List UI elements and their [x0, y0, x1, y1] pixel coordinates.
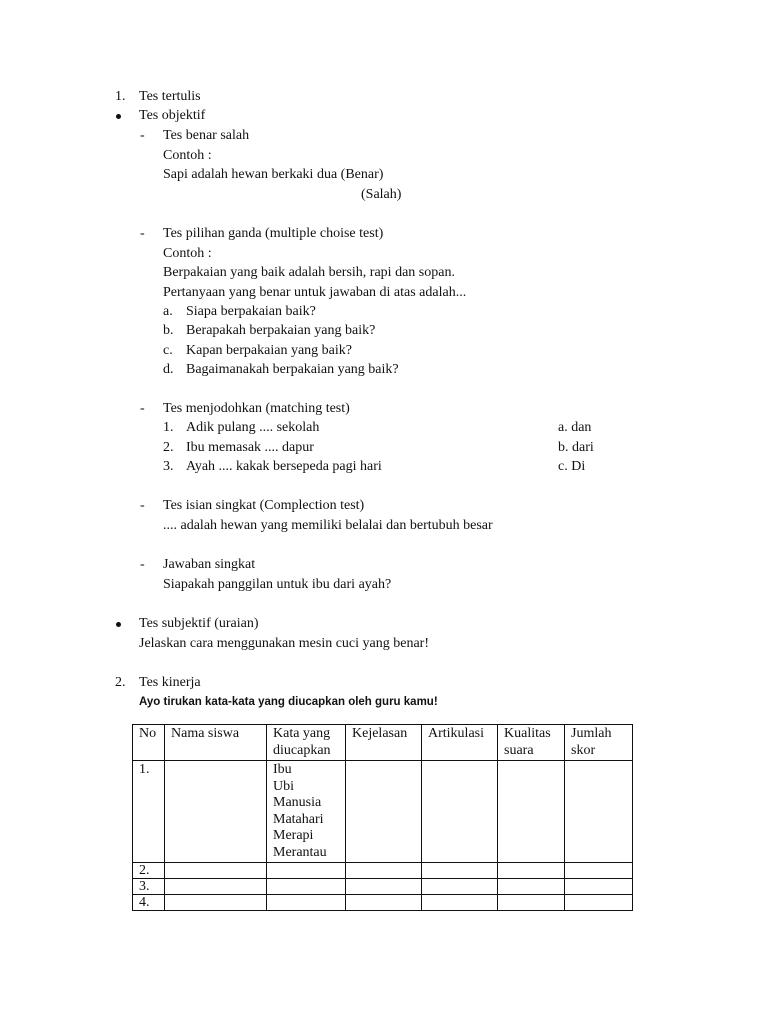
- dash-marker: -: [140, 226, 145, 241]
- matching-number: 3.: [163, 459, 174, 474]
- table-cell: [165, 863, 267, 879]
- row-number-cell: 1.: [133, 761, 165, 863]
- jawaban-title: Jawaban singkat: [163, 557, 256, 572]
- word-item: Manusia: [273, 795, 322, 810]
- table-header-cell: Kata yang diucapkan: [267, 725, 346, 761]
- table-header-cell: Kualitas suara: [498, 725, 565, 761]
- option-text: Siapa berpakaian baik?: [186, 304, 316, 319]
- benar-salah-title: Tes benar salah: [163, 128, 250, 143]
- table-cell: [498, 761, 565, 863]
- section-1-title: Tes tertulis: [139, 89, 201, 104]
- table-cell: [267, 879, 346, 895]
- table-cell: [267, 863, 346, 879]
- option-text: Kapan berpakaian yang baik?: [186, 343, 352, 358]
- dash-marker: -: [140, 557, 145, 572]
- isian-title: Tes isian singkat (Complection test): [163, 498, 365, 513]
- matching-number: 1.: [163, 420, 174, 435]
- table-header-row: [133, 725, 633, 761]
- table-cell: [346, 863, 422, 879]
- subjektif-title: Tes subjektif (uraian): [139, 616, 259, 631]
- section-1-number: 1.: [115, 89, 126, 104]
- table-header-cell: Jumlah skor: [565, 725, 633, 761]
- table-cell: [565, 761, 633, 863]
- word-item: Ubi: [273, 778, 294, 794]
- table-cell: [267, 895, 346, 911]
- matching-answer: c. Di: [558, 459, 586, 474]
- table-cell: [165, 761, 267, 863]
- word-item: Merapi: [273, 828, 314, 843]
- benar-salah-line1: Sapi adalah hewan berkaki dua (Benar): [163, 167, 384, 182]
- option-letter: c.: [163, 343, 173, 358]
- pilihan-ganda-line2: Pertanyaan yang benar untuk jawaban di atas adalah...: [163, 285, 467, 300]
- table-cell: [422, 879, 498, 895]
- table-header-cell: Artikulasi: [422, 725, 498, 761]
- option-text: Berapakah berpakaian yang baik?: [186, 323, 376, 338]
- table-cell: [565, 895, 633, 911]
- pilihan-ganda-contoh: Contoh :: [163, 246, 212, 261]
- isian-line1: .... adalah hewan yang memiliki belalai dan bertubuh besar: [163, 518, 493, 533]
- matching-question: Adik pulang .... sekolah: [186, 420, 320, 435]
- option-letter: b.: [163, 323, 174, 338]
- matching-question: Ayah .... kakak bersepeda pagi hari: [186, 459, 382, 474]
- table-cell: [498, 863, 565, 879]
- table-cell: [165, 879, 267, 895]
- row-number-cell: 2.: [133, 863, 165, 879]
- table-row: [133, 863, 633, 879]
- option-letter: a.: [163, 304, 173, 319]
- table-row: [133, 761, 633, 863]
- benar-salah-line2: (Salah): [361, 187, 402, 202]
- word-item: Merantau: [273, 844, 327, 860]
- pilihan-ganda-line1: Berpakaian yang baik adalah bersih, rapi dan sopan.: [163, 265, 455, 280]
- table-cell: [422, 761, 498, 863]
- section-2-number: 2.: [115, 675, 126, 690]
- words-cell: [267, 761, 346, 863]
- table-header-cell: Nama siswa: [165, 725, 267, 761]
- table-cell: [498, 895, 565, 911]
- word-item: Matahari: [273, 811, 324, 827]
- subjektif-line1: Jelaskan cara menggunakan mesin cuci yang benar!: [139, 636, 429, 651]
- jawaban-line1: Siapakah panggilan untuk ibu dari ayah?: [163, 577, 392, 592]
- dash-marker: -: [140, 128, 145, 143]
- matching-question: Ibu memasak .... dapur: [186, 440, 314, 455]
- pilihan-ganda-title: Tes pilihan ganda (multiple choise test): [163, 226, 384, 241]
- table-cell: [346, 895, 422, 911]
- dash-marker: -: [140, 401, 145, 416]
- table-cell: [422, 863, 498, 879]
- row-number-cell: 3.: [133, 879, 165, 895]
- table-cell: [346, 761, 422, 863]
- option-letter: d.: [163, 362, 174, 377]
- matching-number: 2.: [163, 440, 174, 455]
- row-number-cell: 4.: [133, 895, 165, 911]
- table-row: [133, 895, 633, 911]
- bullet-icon: [116, 622, 121, 627]
- kinerja-instruction: Ayo tirukan kata-kata yang diucapkan oleh guru kamu!: [139, 696, 438, 708]
- score-table: [132, 724, 633, 911]
- bullet-icon: [116, 114, 121, 119]
- table-cell: [565, 879, 633, 895]
- table-header-cell: Kejelasan: [346, 725, 422, 761]
- table-cell: [422, 895, 498, 911]
- table-cell: [498, 879, 565, 895]
- option-text: Bagaimanakah berpakaian yang baik?: [186, 362, 399, 377]
- menjodohkan-title: Tes menjodohkan (matching test): [163, 401, 350, 416]
- section-2-title: Tes kinerja: [139, 675, 201, 690]
- matching-answer: a. dan: [558, 420, 592, 435]
- benar-salah-contoh: Contoh :: [163, 148, 212, 163]
- table-row: [133, 879, 633, 895]
- dash-marker: -: [140, 498, 145, 513]
- table-cell: [346, 879, 422, 895]
- word-item: Ibu: [273, 762, 292, 777]
- table-header-cell: No: [133, 725, 165, 761]
- matching-answer: b. dari: [558, 440, 594, 455]
- objektif-title: Tes objektif: [139, 108, 206, 123]
- table-cell: [565, 863, 633, 879]
- table-cell: [165, 895, 267, 911]
